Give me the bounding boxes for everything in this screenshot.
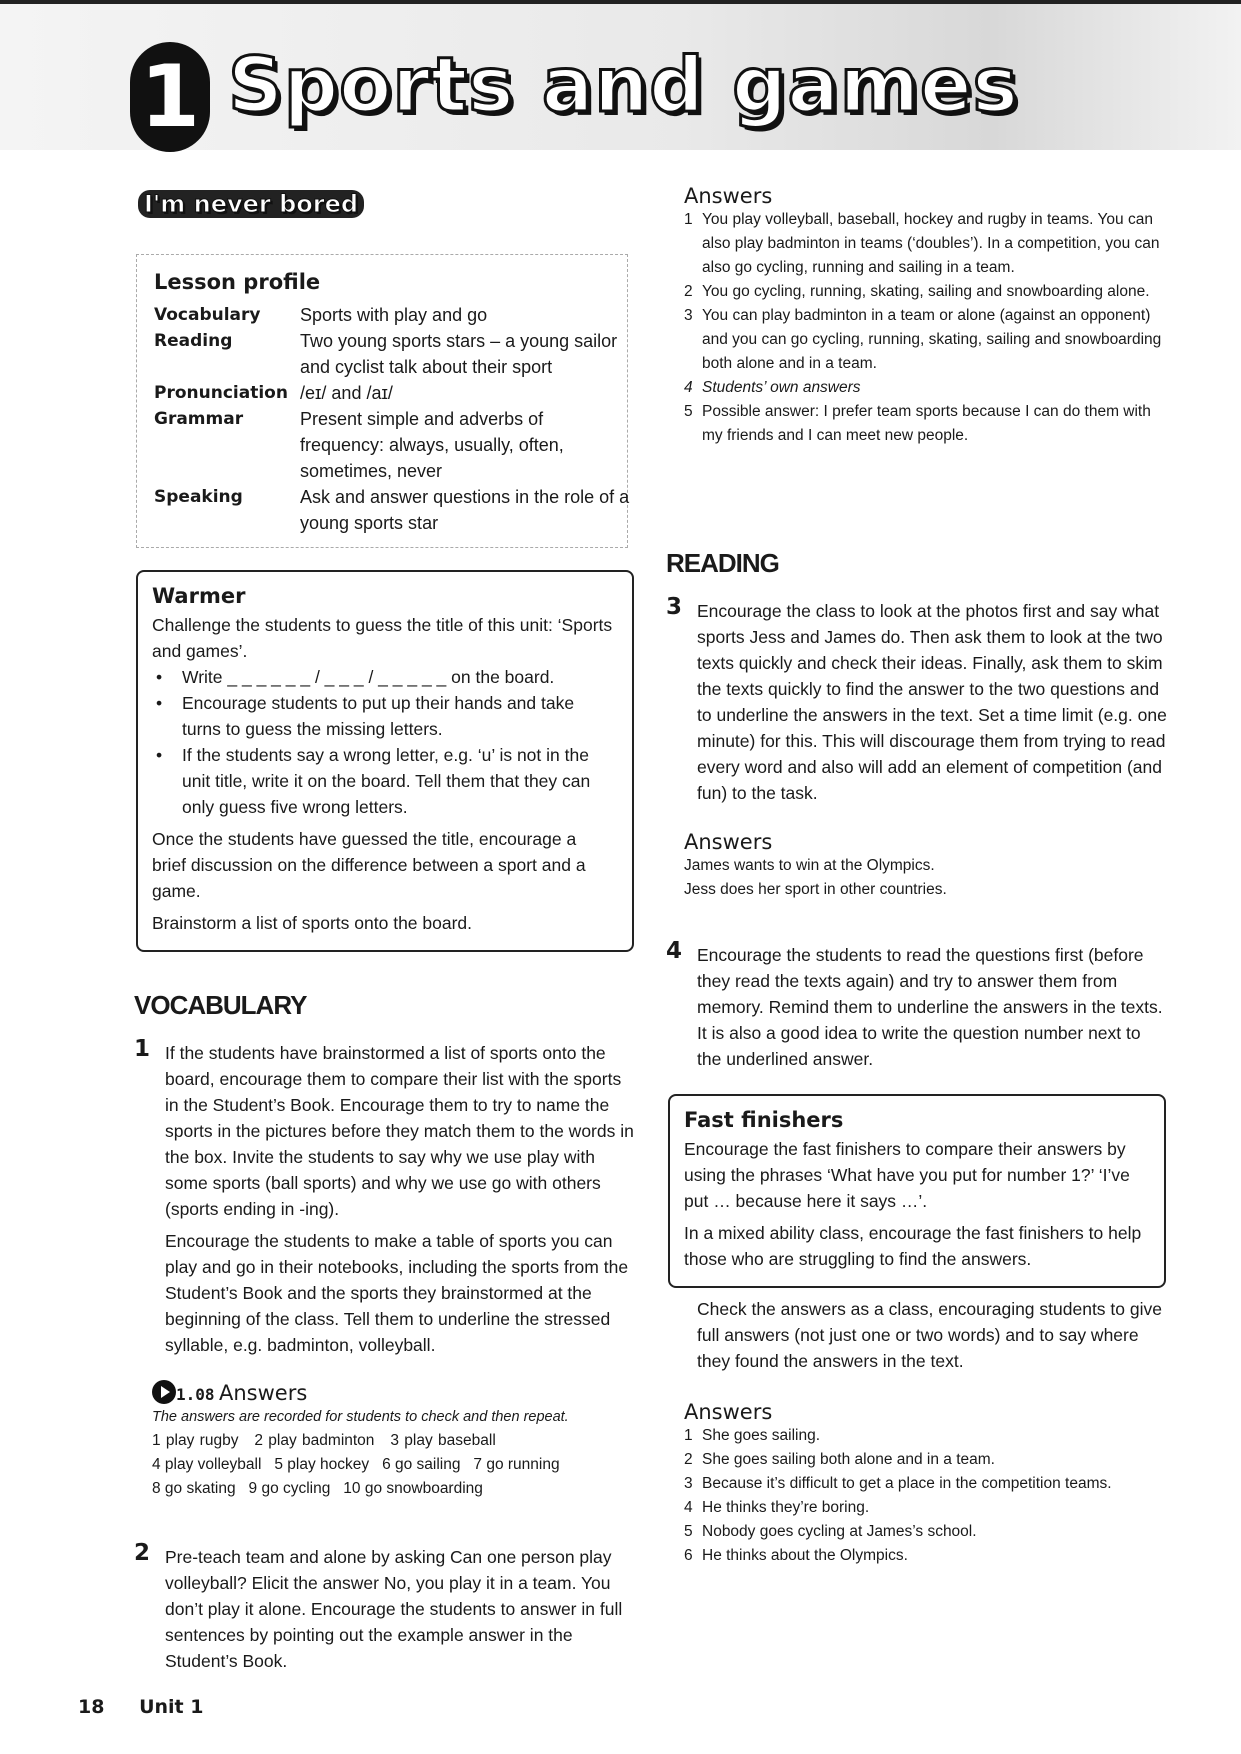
answer-item: 3 play baseball: [390, 1432, 496, 1449]
reading-heading: READING: [666, 548, 779, 578]
fast-finishers-heading: Fast finishers: [684, 1108, 844, 1132]
answers-heading: Answers: [218, 1381, 308, 1405]
answer-list: [684, 208, 1164, 448]
answer-item: 5 play hockey: [274, 1456, 370, 1473]
answer-item: 8 go skating: [152, 1480, 236, 1497]
profile-key: Grammar: [154, 409, 244, 429]
answer-item: 2 She goes sailing both alone and in a team.: [684, 1451, 995, 1468]
answer-item: 3 Because it’s difficult to get a place in the competition teams.: [684, 1475, 1112, 1492]
item-number: 1: [134, 1036, 151, 1062]
answer-item: 5 Nobody goes cycling at James’s school.: [684, 1523, 977, 1540]
header-rule: [0, 0, 1241, 4]
profile-key: Vocabulary: [154, 305, 261, 325]
answer-item: 4 Students’ own answers: [684, 379, 861, 396]
answers-heading: Answers: [684, 184, 773, 208]
unit-title: Sports and games: [228, 40, 1019, 129]
answer-item: Jess does her sport in other countries.: [684, 881, 947, 898]
warmer-heading: Warmer: [152, 584, 246, 608]
answer-item: 3 You can play badminton in a team or alone (against an opponent) and you can go cycling, running, skating, sailing and snowboarding both alone and in a team.: [684, 307, 1162, 372]
warmer-paragraph: Brainstorm a list of sports onto the board.: [152, 913, 473, 933]
profile-value: Ask and answer questions in the role of a young sports star: [300, 487, 630, 533]
answers-heading: Answers: [684, 830, 773, 854]
answer-item: 9 go cycling: [248, 1480, 331, 1497]
answer-item: James wants to win at the Olympics.: [684, 857, 935, 874]
audio-play-icon[interactable]: [152, 1380, 176, 1404]
answer-item: 6 He thinks about the Olympics.: [684, 1547, 908, 1564]
reading-item-4: Encourage the students to read the questions first (before they read the texts again) and try to answer them from memory. Remind them to underline the answers in the texts. It is also a good idea to write the question number next to the underlined answer.: [697, 945, 1163, 1069]
answer-item: 1 play rugby: [152, 1432, 239, 1449]
answer-item: 4 He thinks they’re boring.: [684, 1499, 870, 1516]
profile-value: Present simple and adverbs of frequency: always, usually, often, sometimes, never: [300, 409, 564, 481]
warmer-bullet: • Write _ _ _ _ _ _ / _ _ _ / _ _ _ _ _ on the board.: [152, 664, 614, 690]
answer-item: 6 go sailing: [382, 1456, 461, 1473]
item-number: 4: [666, 938, 683, 964]
page-footer: [78, 1696, 203, 1718]
profile-key: Speaking: [154, 487, 243, 507]
answer-item: 2 You go cycling, running, skating, sailing and snowboarding alone.: [684, 283, 1150, 300]
footer-unit: Unit 1: [139, 1696, 204, 1718]
lesson-profile-heading: Lesson profile: [154, 270, 321, 294]
vocabulary-item-1: [165, 1040, 635, 1358]
vocabulary-paragraph: If the students have brainstormed a list of sports onto the board, encourage them to compare their list with the sports in the Student’s Book. Encourage them to try to name the sports in the pictures before they match them to the words in the box. Invite the students to say why we use play with some sports (ball sports) and why we use go with others (sports ending in -ing).: [165, 1043, 634, 1219]
warmer-content: [152, 584, 614, 936]
answer-row: [152, 1453, 632, 1477]
item-number: 2: [134, 1540, 151, 1566]
profile-value: Sports with play and go: [300, 305, 488, 325]
answer-item: 7 go running: [473, 1456, 560, 1473]
vocabulary-paragraph: Encourage the students to make a table of sports you can play and go in their notebooks, including the sports from the Student’s Book and the sports they brainstormed at the beginning of the class. Tell them to underline the stressed syllable, e.g. badminton, volleyball.: [165, 1231, 629, 1355]
profile-key: Reading: [154, 331, 233, 351]
reading-answers: [684, 830, 1154, 902]
answer-item: 1 You play volleyball, baseball, hockey and rugby in teams. You can also play badminton in teams (‘doubles’). In a competition, you can also go cycling, running and sailing in a team.: [684, 211, 1160, 276]
item-number: 3: [666, 594, 683, 620]
audio-note: The answers are recorded for students to check and then repeat.: [152, 1409, 569, 1425]
answers-heading: Answers: [684, 1400, 773, 1424]
vocabulary-heading: VOCABULARY: [134, 990, 307, 1020]
audio-answers-heading: [152, 1380, 632, 1405]
lesson-title: I'm never bored: [138, 190, 364, 218]
fast-finishers-paragraph: Encourage the fast finishers to compare their answers by using the phrases ‘What have you put for number 1?’ ‘I’ve put … because here it says …’.: [684, 1139, 1130, 1211]
answer-item: 10 go snowboarding: [343, 1480, 483, 1497]
profile-value: /eɪ/ and /aɪ/: [300, 383, 393, 403]
answer-item: 1 She goes sailing.: [684, 1427, 821, 1444]
profile-value: Two young sports stars – a young sailor and cyclist talk about their sport: [300, 331, 618, 377]
answer-item: 2 play badminton: [254, 1432, 375, 1449]
answer-list: [684, 1424, 1164, 1568]
answers-block-2: [684, 1400, 1164, 1568]
check-answers-text: Check the answers as a class, encouraging students to give full answers (not just one or two words) and to say where they found the answers in the text.: [697, 1299, 1162, 1371]
reading-item-3: Encourage the class to look at the photos first and say what sports Jess and James do. Then ask them to look at the two texts quickly and check their ideas. Finally, ask them to skim the texts quickly to find the answer to the two questions and to underline the answers in the text. Set a time limit (e.g. one minute) for this. This will discourage them from trying to read every word and also will add an element of competition (and fun) to the task.: [697, 601, 1167, 803]
answer-row: [152, 1477, 632, 1501]
warmer-paragraph: Once the students have guessed the title, encourage a brief discussion on the difference between a sport and a game.: [152, 829, 586, 901]
warmer-intro: Challenge the students to guess the title of this unit: ‘Sports and games’.: [152, 615, 613, 661]
vocabulary-item-2: Pre-teach team and alone by asking Can one person play volleyball? Elicit the answer No, you play it in a team. You don’t play it alone. Encourage the students to answer in full sentences by pointing out the example answer in the Student’s Book.: [165, 1547, 623, 1671]
answer-item: 4 play volleyball: [152, 1456, 262, 1473]
audio-answers: [152, 1380, 632, 1501]
answer-item: 5 Possible answer: I prefer team sports because I can do them with my friends and I can meet new people.: [684, 403, 1151, 444]
fast-finishers-content: [684, 1108, 1146, 1272]
answers-block-1: [684, 184, 1164, 448]
warmer-bullet: • Encourage students to put up their hands and take turns to guess the missing letters.: [152, 690, 614, 742]
warmer-bullet: • If the students say a wrong letter, e.g. ‘u’ is not in the unit title, write it on the board. Tell them that they can only guess five wrong letters.: [152, 742, 614, 820]
answer-row: [152, 1429, 632, 1453]
unit-number: 1: [130, 42, 210, 152]
page-number: 18: [78, 1696, 105, 1718]
profile-key: Pronunciation: [154, 383, 288, 403]
audio-track-number: 1.08: [176, 1385, 215, 1404]
fast-finishers-paragraph: In a mixed ability class, encourage the fast finishers to help those who are struggling to find the answers.: [684, 1223, 1142, 1269]
warmer-list: [152, 664, 614, 820]
